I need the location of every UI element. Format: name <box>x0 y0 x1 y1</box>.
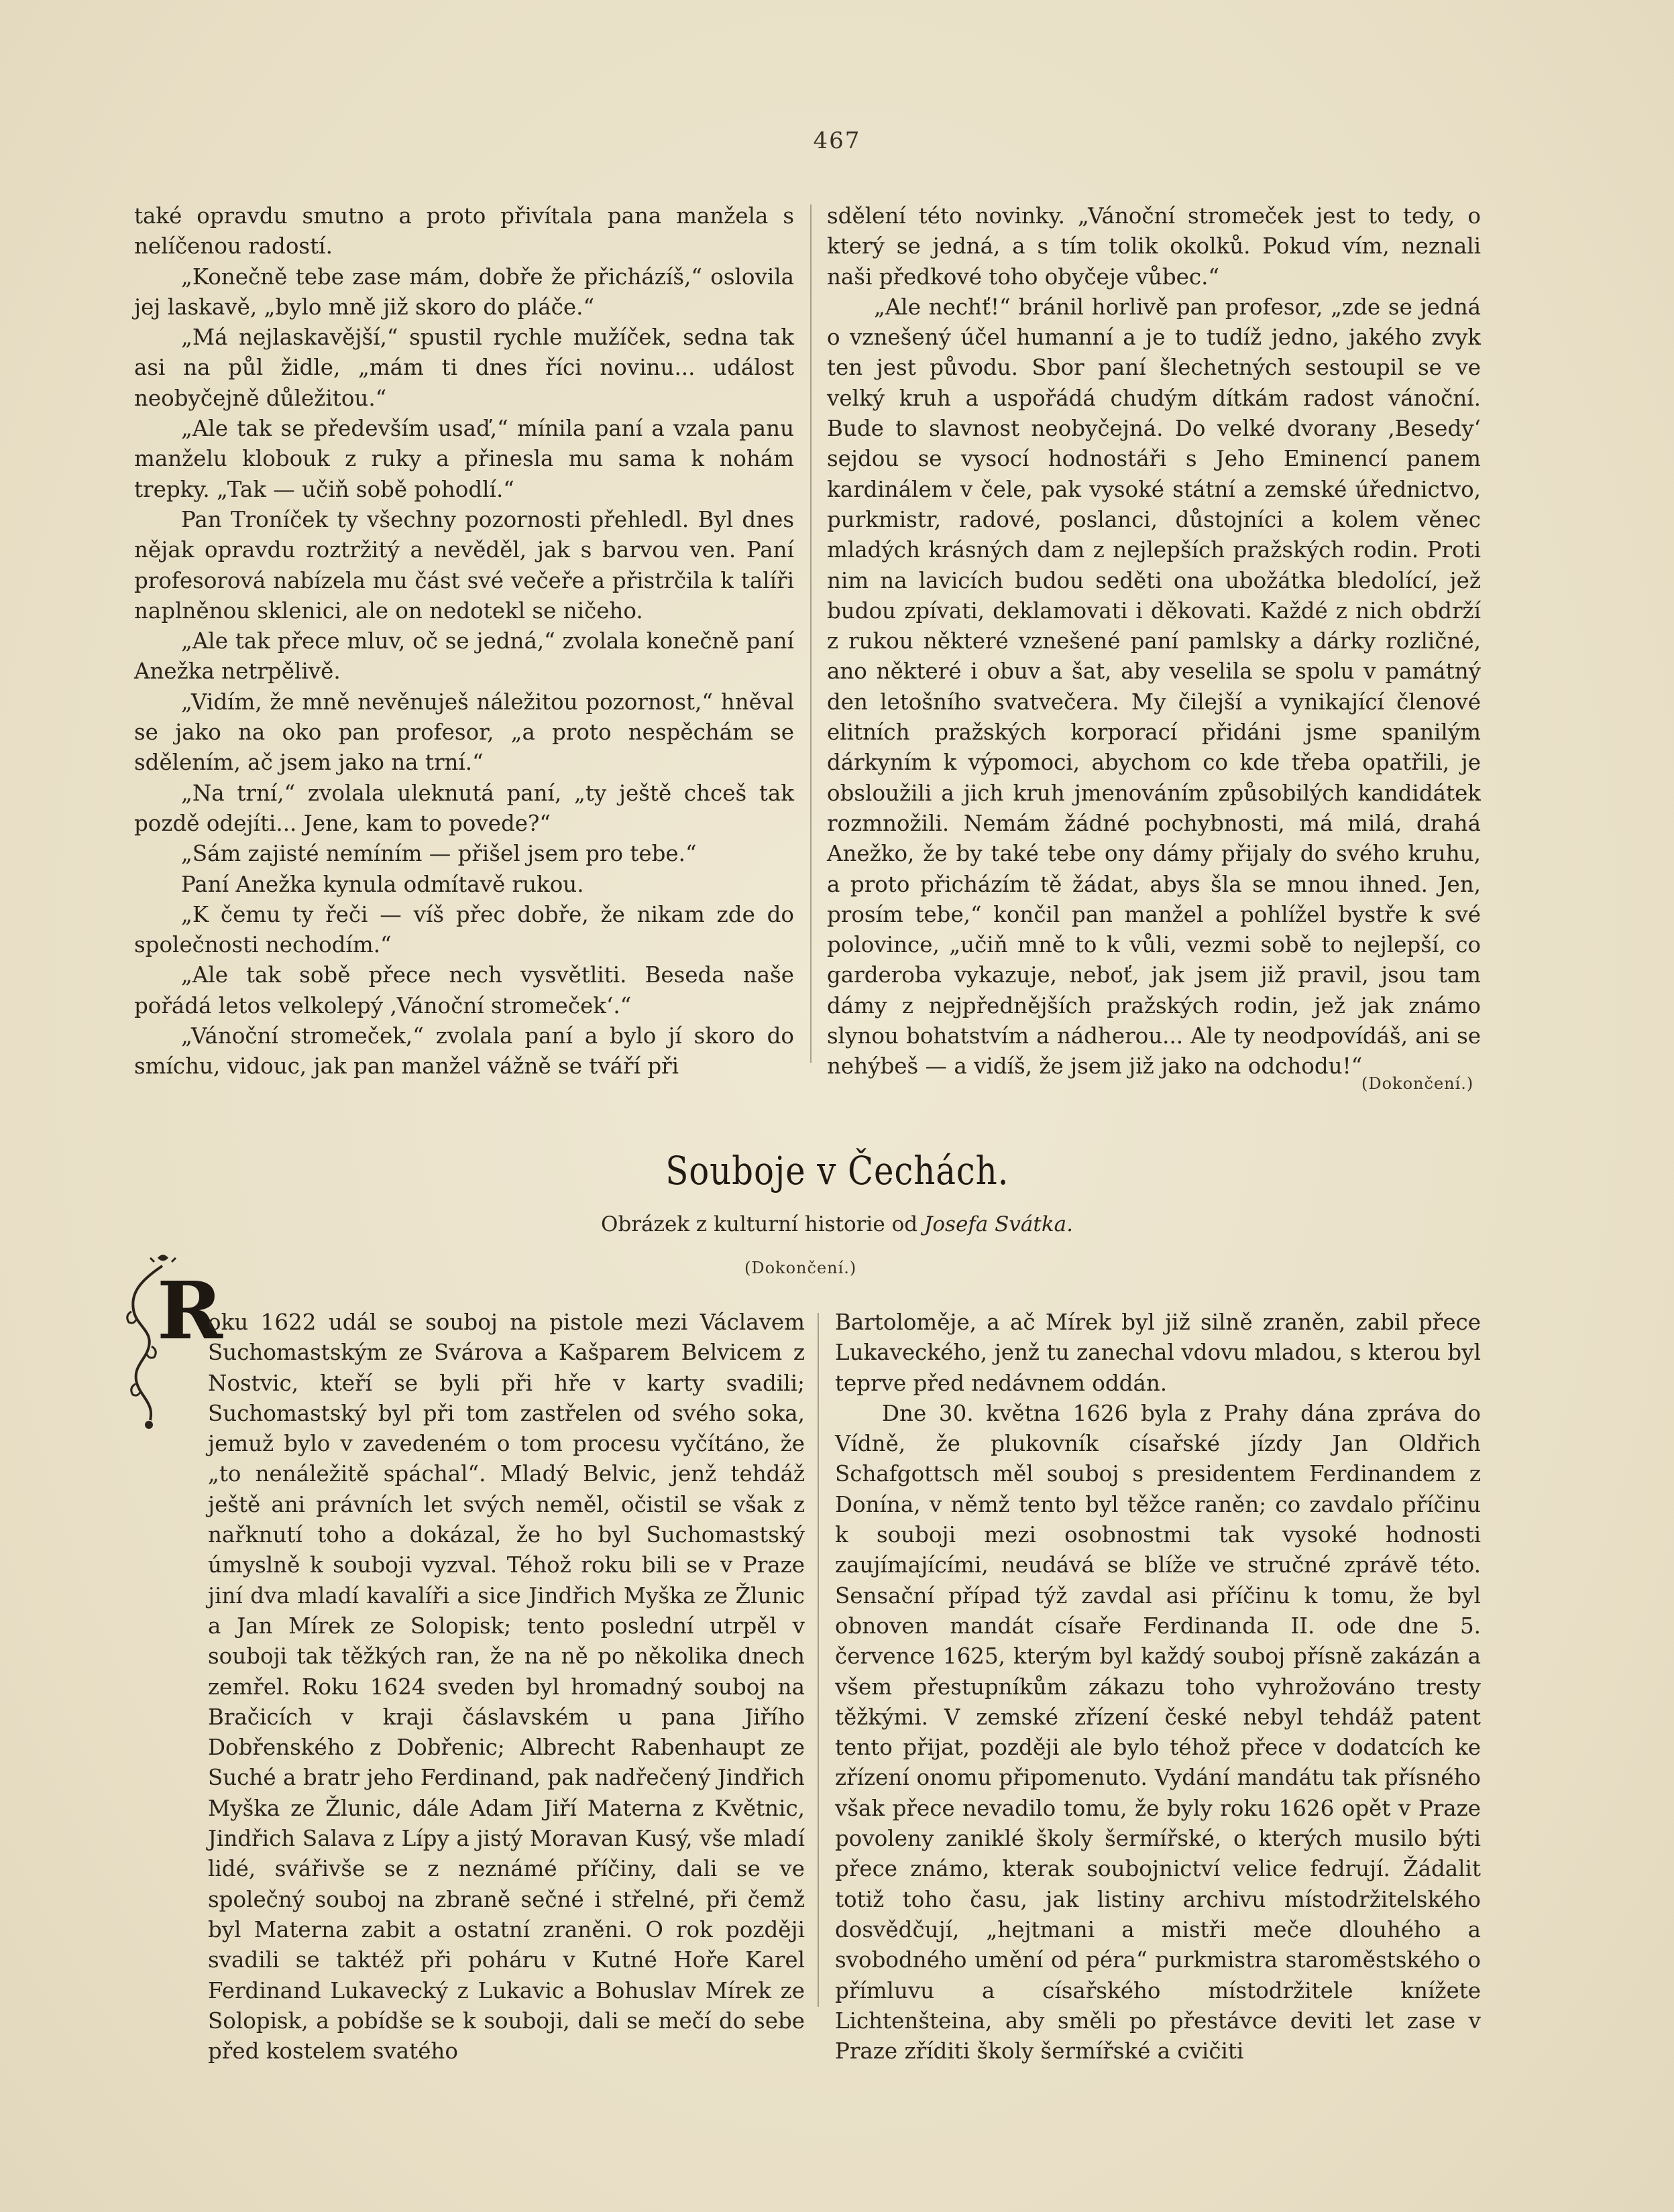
subtitle-author: Josefa Svátka. <box>924 1212 1073 1236</box>
paragraph: „Na trní,“ zvolala uleknutá paní, „ty ještě chceš tak pozdě odejíti... Jene, kam to povede?“ <box>134 780 794 836</box>
paragraph: „Vidím, že mně nevěnuješ náležitou pozornost,“ hněval se jako na oko pan profesor, „a proto nespěchám se sdělením, ač jsem jako na trní.“ <box>134 689 794 776</box>
paragraph: Paní Anežka kynula odmítavě rukou. <box>181 871 584 897</box>
column-divider <box>810 205 812 1063</box>
paragraph: „Ale nechť!“ bránil horlivě pan profesor, „zde se jedná o vznešený účel humanní a je to tudíž jedno, jakého zvyk ten jest původu. Sbor paní šlechetných sestoupil se ve velký kruh a uspořádá chudým dítkám radost vánoční. Bude to slavnost neobyčejná. Do velké dvorany ‚Besedy‘ sejdou se vysocí hodnostáři s Jeho Eminencí panem kardinálem v čele, pak vysoké státní a zemské úřednictvo, purkmistr, radové, poslanci, důstojníci a kolem věnec mladých krásných dam z nejlepších pražských rodin. Proti nim na lavicích budou seděti ona ubožátka bledolící, jež budou zpívati, deklamovati i děkovati. Každé z nich obdrží z rukou některé vznešené paní pamlsky a dárky rozličné, ano některé i obuv a šat, aby veselila se spolu v památný den letošního svatvečera. My čilejší a vynikající členové elitních pražských korporací přidáni jsme spanilým dárkyním k výpomoci, abychom co kde třeba opatřili, je obsloužili a jich kruh jmenováním způsobilých kandidátek rozmnožili. Nemám žádné pochybnosti, má milá, drahá Anežko, že by také tebe ony dámy přijaly do svého kruhu, a proto přicházím tě žádat, abys šla se mnou ihned. Jen, prosím tebe,“ končil pan manžel a pohlížel bystře k své polovince, „učiň mně to k vůli, vezmi sobě to nejlepší, co garderoba vykazuje, neboť, jak jsem již pravil, jsou tam dámy z nejpřednějších pražských rodin, jež jak známo slynou bohatstvím a nádherou... Ale ty neodpovídáš, ani se nehýbeš — a vidíš, že jsem již jako na odchodu!“ <box>827 294 1481 1080</box>
paragraph: oku 1622 udál se souboj na pistole mezi Václavem Suchomastským ze Svárova a Kašparem Belvicem z Nostvic, kteří se byli při hře v karty svadili; Suchomastský byl při tom zastřelen od svého soka, jemuž bylo v zavedeném o tom procesu vyčítáno, že „to nenáležitě spáchal“. Mladý Belvic, jenž tehdáž ještě ani právních let svých neměl, očistil se však z nařknutí toho a dokázal, že ho byl Suchomastský úmyslně k souboji vyzval. Téhož roku bili se v Praze jiní dva mladí kavalíři a sice Jindřich Myška ze Žlunic a Jan Mírek ze Solopisk; tento poslední utrpěl v souboji tak těžkých ran, že na ně po několika dnech zemřel. Roku 1624 sveden byl hromadný souboj na Bračicích v kraji čáslavském u pana Jiřího Dobřenského z Dobřenic; Albrecht Rabenhaupt ze Suché a bratr jeho Ferdinand, pak nadřečený Jindřich Myška ze Žlunic, dále Adam Jiří Materna z Květnic, Jindřich Salava z Lípy a jistý Moravan Kusý, vše mladí lidé, svářivše se z neznámé příčiny, dali se ve společný souboj na zbraně sečné i střelné, při čemž byl Materna zabit a ostatní zraněni. O rok později svadili se taktéž při poháru v Kutné Hoře Karel Ferdinand Lukavecký z Lukavic a Bohuslav Mírek ze Solopisk, a pobídše se k souboji, dali se mečí do sebe před kostelem svatého <box>208 1309 805 2064</box>
paragraph: Dne 30. května 1626 byla z Prahy dána zpráva do Vídně, že plukovník císařské jízdy Jan Oldřich Schafgottsch měl souboj s presidentem Ferdinandem z Donína, v němž tento byl těžce raněn; co zavdalo příčinu k souboji mezi osobnostmi tak vysoké hodnosti zaujímajícími, neudává se blíže ve stručné zprávě této. Sensační případ týž zavdal asi příčinu k tomu, že byl obnoven mandát císaře Ferdinanda II. ode dne 5. července 1625, kterým byl každý souboj přísně zakázán a všem přestupníkům zákazu toho vyhrožováno tresty těžkými. V zemské zřízení české nebyl tehdáž patent tento přijat, později ale bylo téhož přece v dodatcích ke zřízení onomu připomenuto. Vydání mandátu tak přísného však přece nevadilo tomu, že byly roku 1626 opět v Praze povoleny zaniklé školy šermířské, o kterých musilo býti přece známo, kterak soubojnictví velice fedrují. Žádalit totiž toho času, jak listiny archivu místodržitelského dosvědčují, „hejtmani a mistři meče dlouhého a svobodného umění od péra“ purkmistra staroměstského o přímluvu a císařského místodržitele knížete Lichtenšteina, aby směli po přestávce deviti let zase v Praze zříditi školy šermířské a cvičiti <box>835 1400 1481 2064</box>
paragraph: také opravdu smutno a proto přivítala pana manžela s nelíčenou radostí. <box>134 203 794 259</box>
article-column-right <box>835 1307 1481 2067</box>
paragraph: „Sám zajisté nemíním — přišel jsem pro tebe.“ <box>181 841 697 867</box>
story-column-right <box>827 201 1481 1082</box>
story-column-left <box>134 201 794 1082</box>
paragraph: „Konečně tebe zase mám, dobře že přicházíš,“ oslovila jej laskavě, „bylo mně již skoro do pláče.“ <box>134 264 794 320</box>
paragraph: Pan Troníček ty všechny pozornosti přehledl. Byl dnes nějak opravdu roztržitý a nevěděl, jak s barvou ven. Paní profesorová nabízela mu část své večeře a přistrčila k talíři naplněnou sklenici, ale on nedotekl se ničeho. <box>134 506 794 624</box>
article-continuation-note: (Dokončení.) <box>744 1259 857 1277</box>
paragraph: „Ale tak přece mluv, oč se jedná,“ zvolala konečně paní Anežka netrpělivě. <box>134 628 794 685</box>
column-divider <box>818 1313 819 2007</box>
drop-cap-letter: R <box>157 1264 223 1357</box>
article-title: Souboje v Čechách. <box>665 1148 1009 1194</box>
paragraph: „Ale tak sobě přece nech vysvětliti. Beseda naše pořádá letos velkolepý ‚Vánoční stromeček‘.“ <box>134 962 794 1018</box>
paragraph: „Má nejlaskavější,“ spustil rychle mužíček, sedna tak asi na půl židle, „mám ti dnes říci novinu... událost neobyčejně důležitou.“ <box>134 325 794 411</box>
paragraph: Bartoloměje, a ač Mírek byl již silně zraněn, zabil přece Lukaveckého, jenž tu zanechal vdovu mladou, s kterou byl teprve před nedávnem oddán. <box>835 1309 1481 1396</box>
paragraph: „K čemu ty řeči — víš přec dobře, že nikam zde do společnosti nechodím.“ <box>134 901 794 958</box>
article-column-left <box>134 1307 805 2067</box>
paragraph: „Vánoční stromeček,“ zvolala paní a bylo jí skoro do smíchu, vidouc, jak pan manžel vážně se tváří při <box>134 1023 794 1080</box>
page-number: 467 <box>813 127 861 154</box>
article-subtitle <box>0 1212 1674 1236</box>
paragraph: sdělení této novinky. „Vánoční stromeček jest to tedy, o který se jedná, a s tím tolik okolků. Pokud vím, neznali naši předkové toho obyčeje vůbec.“ <box>827 203 1481 290</box>
subtitle-lead: Obrázek z kulturní historie od <box>601 1212 924 1236</box>
paragraph: „Ale tak se především usaď,“ mínila paní a vzala panu manželu klobouk z ruky a přinesla mu sama k nohám trepky. „Tak — učiň sobě pohodlí.“ <box>134 416 794 502</box>
story-closing-note: (Dokončení.) <box>1361 1074 1474 1093</box>
